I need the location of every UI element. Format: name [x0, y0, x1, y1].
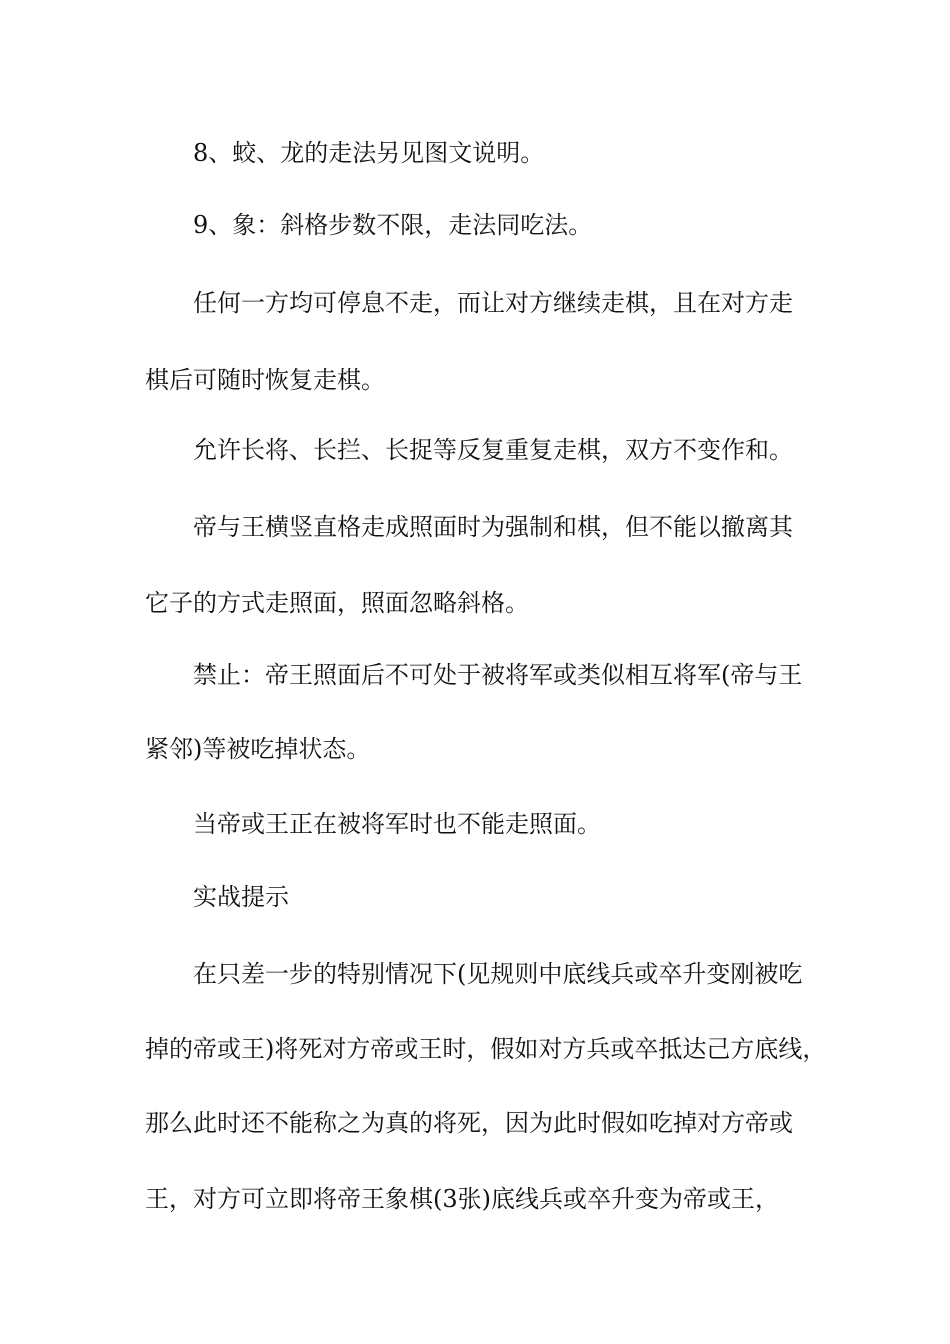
- paragraph-prohibit-line-1: 禁止：帝王照面后不可处于被将军或类似相互将军(帝与王: [193, 661, 803, 689]
- paragraph-facing-line-1: 帝与王横竖直格走成照面时为强制和棋，但不能以撤离其: [193, 513, 793, 541]
- section-heading: 实战提示: [193, 883, 289, 911]
- paragraph-repetition: 允许长将、长拦、长捉等反复重复走棋，双方不变作和。: [193, 436, 793, 464]
- paragraph-pass-line-2: 棋后可随时恢复走棋。: [145, 366, 385, 394]
- paragraph-tip-line-2: 掉的帝或王)将死对方帝或王时，假如对方兵或卒抵达己方底线，: [145, 1035, 827, 1063]
- paragraph-facing-line-2: 它子的方式走照面，照面忽略斜格。: [145, 589, 529, 617]
- paragraph-prohibit-line-2: 紧邻)等被吃掉状态。: [145, 735, 371, 763]
- paragraph-rule-9: 9、象：斜格步数不限，走法同吃法。: [193, 211, 593, 239]
- paragraph-tip-line-1: 在只差一步的特别情况下(见规则中底线兵或卒升变刚被吃: [193, 960, 803, 988]
- paragraph-check-facing: 当帝或王正在被将军时也不能走照面。: [193, 810, 601, 838]
- paragraph-rule-8: 8、蛟、龙的走法另见图文说明。: [193, 139, 545, 167]
- paragraph-tip-line-4: 王，对方可立即将帝王象棋(3张)底线兵或卒升变为帝或王，: [145, 1185, 779, 1213]
- paragraph-tip-line-3: 那么此时还不能称之为真的将死，因为此时假如吃掉对方帝或: [145, 1109, 793, 1137]
- paragraph-pass-line-1: 任何一方均可停息不走，而让对方继续走棋，且在对方走: [193, 289, 793, 317]
